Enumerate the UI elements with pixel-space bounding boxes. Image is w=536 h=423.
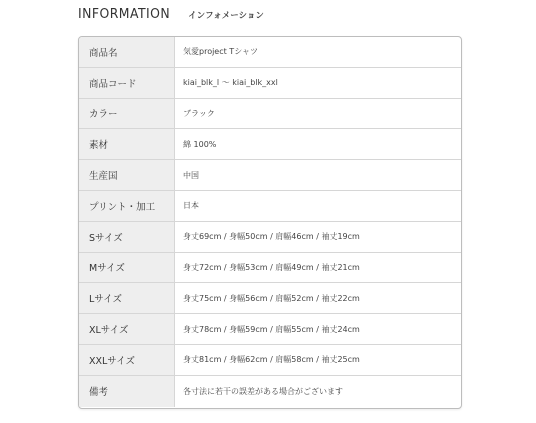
row-value: 身丈75cm / 身幅56cm / 肩幅52cm / 袖丈22cm bbox=[183, 293, 360, 303]
row-label: 素材 bbox=[79, 129, 175, 159]
row-value: 身丈78cm / 身幅59cm / 肩幅55cm / 袖丈24cm bbox=[183, 324, 360, 334]
table-row-size-l bbox=[79, 283, 461, 314]
table-row-product-code bbox=[79, 68, 461, 99]
row-value: 身丈69cm / 身幅50cm / 肩幅46cm / 袖丈19cm bbox=[183, 232, 360, 242]
row-value: 気愛project Tシャツ bbox=[183, 47, 259, 57]
table-row-product-name bbox=[79, 37, 461, 68]
section-subtitle: インフォメーション bbox=[188, 11, 264, 21]
table-row-color bbox=[79, 99, 461, 130]
row-value: kiai_blk_l 〜 kiai_blk_xxl bbox=[183, 78, 278, 88]
row-value: 身丈81cm / 身幅62cm / 肩幅58cm / 袖丈25cm bbox=[183, 355, 360, 365]
table-row-material bbox=[79, 129, 461, 160]
row-label: カラー bbox=[79, 99, 175, 129]
row-value: 身丈72cm / 身幅53cm / 肩幅49cm / 袖丈21cm bbox=[183, 262, 360, 272]
table-row-size-s bbox=[79, 222, 461, 253]
row-label: XXLサイズ bbox=[79, 345, 175, 375]
row-value: 各寸法に若干の誤差がある場合がございます bbox=[183, 386, 343, 396]
row-value: 中国 bbox=[183, 170, 199, 180]
row-value: 日本 bbox=[183, 201, 199, 211]
row-value: ブラック bbox=[183, 108, 215, 118]
row-label: 備考 bbox=[79, 376, 175, 407]
table-row-size-xl bbox=[79, 314, 461, 345]
information-header bbox=[78, 6, 264, 22]
product-info-table bbox=[78, 36, 462, 409]
row-label: XLサイズ bbox=[79, 314, 175, 344]
row-label: Lサイズ bbox=[79, 283, 175, 313]
row-label: Sサイズ bbox=[79, 222, 175, 252]
row-value: 綿 100% bbox=[183, 139, 217, 149]
table-row-country bbox=[79, 160, 461, 191]
table-row-print bbox=[79, 191, 461, 222]
row-label: 商品名 bbox=[79, 37, 175, 67]
table-row-size-m bbox=[79, 253, 461, 284]
row-label: 生産国 bbox=[79, 160, 175, 190]
table-row-notes bbox=[79, 376, 461, 407]
row-label: Mサイズ bbox=[79, 253, 175, 283]
row-label: 商品コード bbox=[79, 68, 175, 98]
row-label: プリント・加工 bbox=[79, 191, 175, 221]
section-title: INFORMATION bbox=[78, 6, 171, 22]
table-row-size-xxl bbox=[79, 345, 461, 376]
